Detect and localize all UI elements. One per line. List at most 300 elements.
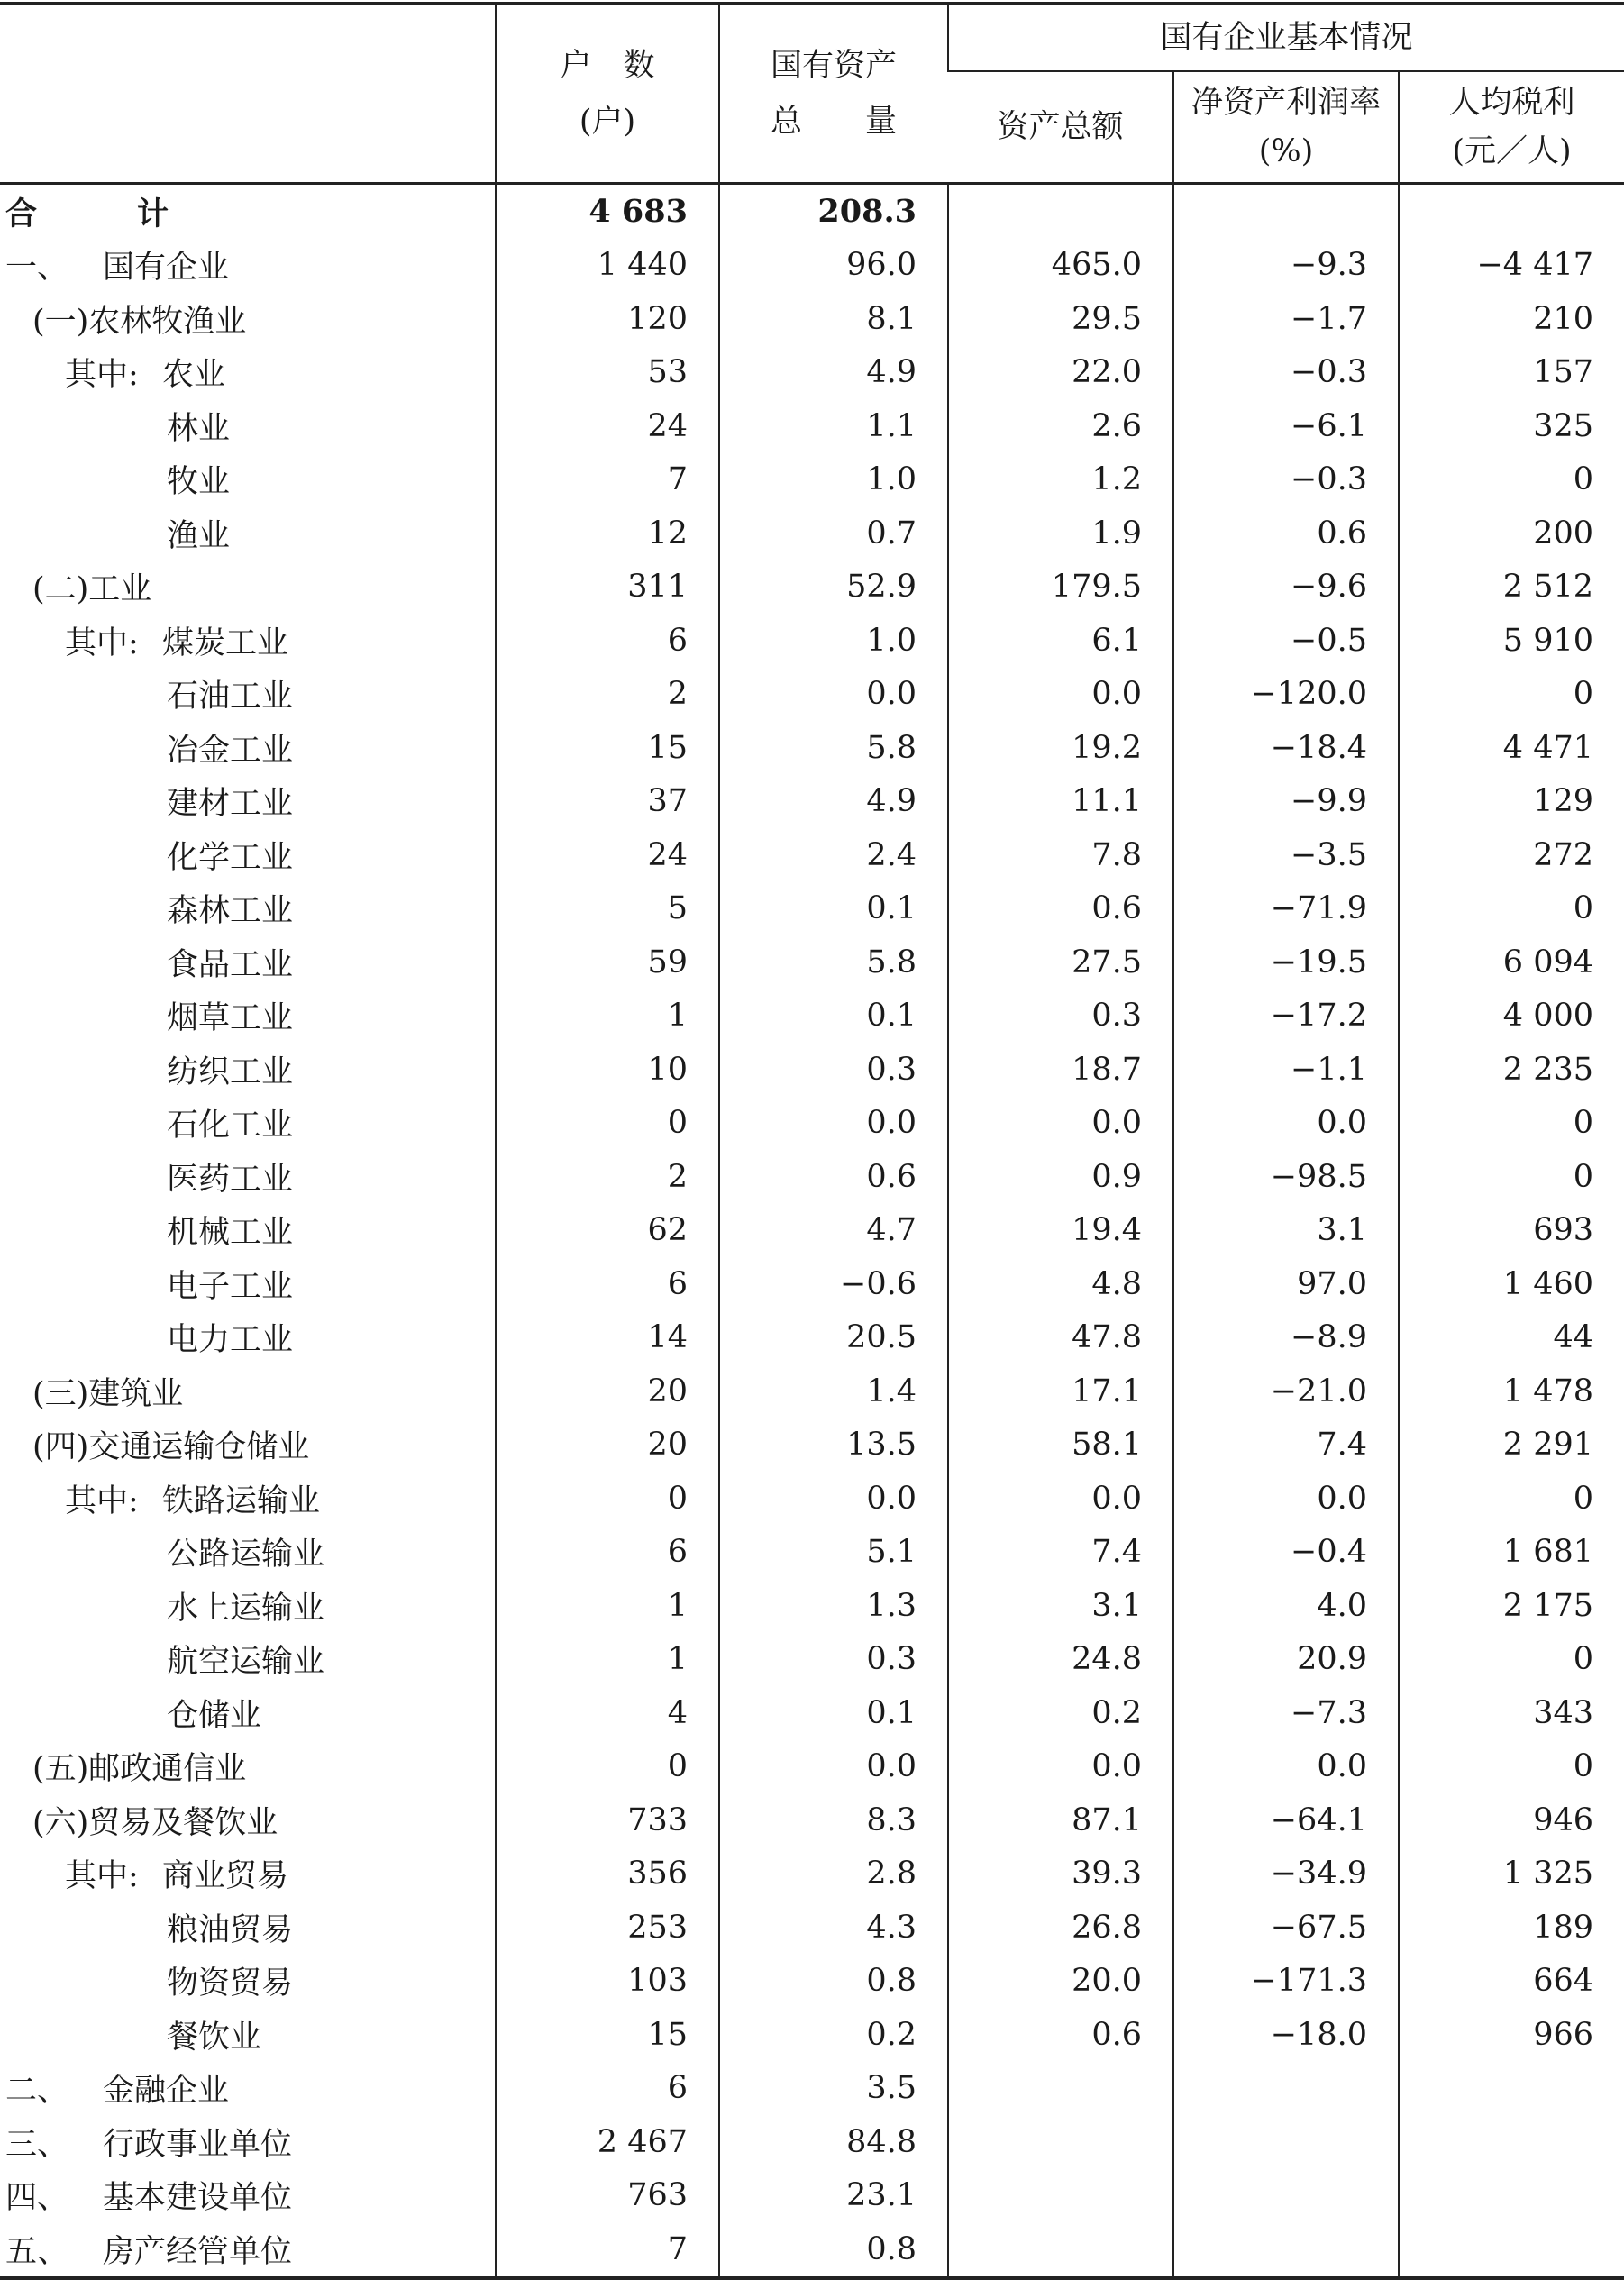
cell-households: 1	[496, 990, 719, 1044]
cell-tax	[1399, 184, 1624, 239]
cell-roe	[1173, 2115, 1399, 2169]
row-label: 纺织工业	[167, 1053, 294, 1090]
cell-total-assets: 179.5	[948, 561, 1173, 615]
cell-tax: 2 175	[1399, 1579, 1624, 1633]
row-label-cell	[0, 1257, 496, 1311]
row-label: 仓储业	[167, 1697, 262, 1734]
row-label-cell	[0, 506, 496, 561]
cell-assets: 52.9	[719, 561, 948, 615]
cell-assets: 5.8	[719, 935, 948, 990]
table-row	[0, 828, 1624, 882]
cell-tax: −4 417	[1399, 239, 1624, 293]
cell-tax: 5 910	[1399, 614, 1624, 668]
row-label: 煤炭工业	[162, 625, 289, 661]
cell-roe: −171.3	[1173, 1955, 1399, 2009]
cell-tax: 2 512	[1399, 561, 1624, 615]
cell-households: 15	[496, 721, 719, 775]
row-label: 水上运输业	[167, 1590, 325, 1627]
cell-households: 0	[496, 1097, 719, 1151]
row-label: 电力工业	[167, 1322, 294, 1359]
cell-households: 53	[496, 346, 719, 400]
row-label-cell	[0, 2169, 496, 2223]
cell-households: 2	[496, 668, 719, 722]
row-label: 房产经管单位	[103, 2233, 293, 2270]
cell-total-assets: 1.9	[948, 506, 1173, 561]
cell-tax: 129	[1399, 775, 1624, 829]
cell-households: 1	[496, 1633, 719, 1687]
cell-households: 1	[496, 1579, 719, 1633]
table-row	[0, 506, 1624, 561]
table-row	[0, 1311, 1624, 1365]
row-prefix: 三、	[5, 2126, 69, 2163]
cell-total-assets: 0.3	[948, 990, 1173, 1044]
header-assets-label-2: 总 量	[770, 104, 897, 140]
cell-total-assets: 24.8	[948, 1633, 1173, 1687]
cell-households: 2	[496, 1150, 719, 1204]
cell-assets: 8.3	[719, 1793, 948, 1847]
cell-households: 120	[496, 292, 719, 346]
cell-tax: 693	[1399, 1204, 1624, 1258]
cell-total-assets: 47.8	[948, 1311, 1173, 1365]
cell-households: 10	[496, 1043, 719, 1097]
cell-households: 763	[496, 2169, 719, 2223]
cell-households: 356	[496, 1847, 719, 1902]
cell-tax: 1 325	[1399, 1847, 1624, 1902]
cell-roe: −19.5	[1173, 935, 1399, 990]
header-households-unit: (户)	[579, 104, 636, 140]
cell-assets: 0.6	[719, 1150, 948, 1204]
cell-roe: 0.6	[1173, 506, 1399, 561]
table-row	[0, 1579, 1624, 1633]
cell-roe: 0.0	[1173, 1097, 1399, 1151]
table-row	[0, 1793, 1624, 1847]
cell-tax: 4 000	[1399, 990, 1624, 1044]
cell-roe: 4.0	[1173, 1579, 1399, 1633]
table-row	[0, 239, 1624, 293]
cell-assets: 4.3	[719, 1901, 948, 1955]
cell-tax: 200	[1399, 506, 1624, 561]
cell-roe: −71.9	[1173, 882, 1399, 936]
cell-tax: 0	[1399, 882, 1624, 936]
cell-roe	[1173, 2062, 1399, 2116]
cell-assets: 8.1	[719, 292, 948, 346]
row-label: 航空运输业	[167, 1644, 325, 1681]
row-prefix: 其中:	[65, 357, 139, 394]
row-label: 冶金工业	[167, 732, 294, 769]
cell-roe: −18.0	[1173, 2008, 1399, 2062]
header-total-assets: 资产总额	[997, 109, 1124, 145]
cell-total-assets: 27.5	[948, 935, 1173, 990]
row-label-cell	[0, 1901, 496, 1955]
cell-assets: 2.4	[719, 828, 948, 882]
row-label-cell	[0, 775, 496, 829]
cell-roe: 3.1	[1173, 1204, 1399, 1258]
row-label-cell	[0, 239, 496, 293]
cell-assets: 3.5	[719, 2062, 948, 2116]
cell-households: 24	[496, 828, 719, 882]
cell-assets: 0.2	[719, 2008, 948, 2062]
cell-assets: 208.3	[719, 184, 948, 239]
row-label-cell	[0, 561, 496, 615]
cell-assets: 0.0	[719, 1472, 948, 1526]
row-label: (一)农林牧渔业	[32, 303, 247, 340]
cell-total-assets: 0.6	[948, 882, 1173, 936]
cell-total-assets: 0.0	[948, 1472, 1173, 1526]
cell-households: 4	[496, 1686, 719, 1740]
cell-tax: 664	[1399, 1955, 1624, 2009]
cell-total-assets: 87.1	[948, 1793, 1173, 1847]
row-label-cell	[0, 399, 496, 453]
table-row	[0, 1740, 1624, 1794]
cell-tax: 966	[1399, 2008, 1624, 2062]
row-label-cell	[0, 1740, 496, 1794]
row-label: 森林工业	[167, 893, 294, 930]
cell-roe: −0.4	[1173, 1526, 1399, 1580]
cell-tax: 0	[1399, 1472, 1624, 1526]
row-label-cell	[0, 1150, 496, 1204]
table-row	[0, 561, 1624, 615]
row-label-cell	[0, 1311, 496, 1365]
header-roe-unit: (%)	[1258, 133, 1314, 169]
cell-total-assets: 2.6	[948, 399, 1173, 453]
row-label: 基本建设单位	[103, 2180, 293, 2217]
table-row	[0, 775, 1624, 829]
cell-assets: 0.7	[719, 506, 948, 561]
row-label: (五)邮政通信业	[32, 1751, 247, 1788]
row-label: 化学工业	[167, 839, 294, 876]
header-group-state-enterprises: 国有企业基本情况	[948, 4, 1624, 71]
table-row	[0, 935, 1624, 990]
row-label-cell	[0, 1955, 496, 2009]
table-header	[0, 4, 1624, 184]
row-label: 金融企业	[103, 2073, 230, 2110]
row-label-cell	[0, 292, 496, 346]
cell-tax: 6 094	[1399, 935, 1624, 990]
row-label: 计	[137, 195, 169, 233]
row-label-cell	[0, 2222, 496, 2278]
table-row	[0, 1097, 1624, 1151]
cell-households: 253	[496, 1901, 719, 1955]
row-prefix: 一、	[5, 250, 69, 287]
cell-roe: 0.0	[1173, 1472, 1399, 1526]
cell-households: 6	[496, 1526, 719, 1580]
row-label: (二)工业	[32, 571, 152, 608]
cell-roe: −98.5	[1173, 1150, 1399, 1204]
row-label: 电子工业	[167, 1268, 294, 1305]
header-assets-label: 国有资产	[770, 48, 897, 84]
cell-total-assets	[948, 2222, 1173, 2278]
state-assets-table	[0, 2, 1624, 2280]
table-row	[0, 614, 1624, 668]
cell-roe	[1173, 2222, 1399, 2278]
cell-total-assets: 6.1	[948, 614, 1173, 668]
cell-tax	[1399, 2062, 1624, 2116]
cell-assets: 1.4	[719, 1364, 948, 1418]
cell-roe: −1.7	[1173, 292, 1399, 346]
cell-roe: −18.4	[1173, 721, 1399, 775]
row-label-cell	[0, 1686, 496, 1740]
cell-total-assets: 20.0	[948, 1955, 1173, 2009]
cell-total-assets: 39.3	[948, 1847, 1173, 1902]
cell-tax: 0	[1399, 1740, 1624, 1794]
cell-roe: −17.2	[1173, 990, 1399, 1044]
cell-assets: 0.1	[719, 882, 948, 936]
cell-total-assets: 0.0	[948, 1097, 1173, 1151]
table-row	[0, 1526, 1624, 1580]
cell-assets: 4.7	[719, 1204, 948, 1258]
cell-assets: 1.1	[719, 399, 948, 453]
table-row	[0, 453, 1624, 507]
row-label: 医药工业	[167, 1161, 294, 1198]
table-row	[0, 292, 1624, 346]
header-households	[496, 4, 719, 184]
cell-roe: −6.1	[1173, 399, 1399, 453]
cell-households: 24	[496, 399, 719, 453]
cell-tax: 4 471	[1399, 721, 1624, 775]
cell-total-assets: 0.0	[948, 668, 1173, 722]
cell-assets: 0.1	[719, 990, 948, 1044]
row-label-cell	[0, 2115, 496, 2169]
cell-roe: −34.9	[1173, 1847, 1399, 1902]
cell-assets: 2.8	[719, 1847, 948, 1902]
row-label-cell	[0, 1847, 496, 1902]
cell-roe: −0.5	[1173, 614, 1399, 668]
cell-total-assets	[948, 184, 1173, 239]
cell-tax: 343	[1399, 1686, 1624, 1740]
row-prefix: 二、	[5, 2073, 69, 2110]
row-label: (三)建筑业	[32, 1375, 184, 1412]
row-label-cell	[0, 1364, 496, 1418]
cell-total-assets: 19.4	[948, 1204, 1173, 1258]
header-assets	[719, 4, 948, 184]
cell-assets: 0.0	[719, 1097, 948, 1151]
row-label: 林业	[167, 410, 231, 447]
row-label: 牧业	[167, 464, 231, 501]
cell-total-assets: 465.0	[948, 239, 1173, 293]
row-label-cell	[0, 1579, 496, 1633]
cell-households: 14	[496, 1311, 719, 1365]
cell-tax: 210	[1399, 292, 1624, 346]
cell-tax: 157	[1399, 346, 1624, 400]
cell-tax: 1 478	[1399, 1364, 1624, 1418]
cell-roe: −64.1	[1173, 1793, 1399, 1847]
header-roe	[1173, 71, 1399, 184]
table-row	[0, 668, 1624, 722]
cell-households: 7	[496, 453, 719, 507]
row-label: 农业	[162, 357, 226, 394]
row-label-cell	[0, 1633, 496, 1687]
cell-tax: 0	[1399, 1097, 1624, 1151]
cell-households: 733	[496, 1793, 719, 1847]
cell-households: 0	[496, 1472, 719, 1526]
header-roe-label: 净资产利润率	[1191, 85, 1381, 121]
cell-tax: 1 460	[1399, 1257, 1624, 1311]
table-row	[0, 2115, 1624, 2169]
row-label: (四)交通运输仓储业	[32, 1429, 310, 1466]
table-row	[0, 1472, 1624, 1526]
row-label-cell	[0, 614, 496, 668]
cell-total-assets: 1.2	[948, 453, 1173, 507]
cell-assets: 0.3	[719, 1043, 948, 1097]
cell-total-assets: 7.8	[948, 828, 1173, 882]
row-prefix: 合	[5, 195, 38, 233]
row-label: 行政事业单位	[103, 2126, 293, 2163]
row-label-cell	[0, 882, 496, 936]
cell-roe: −67.5	[1173, 1901, 1399, 1955]
row-label: 餐饮业	[167, 2019, 262, 2056]
row-prefix: 其中:	[65, 625, 139, 661]
row-prefix: 五、	[5, 2233, 69, 2270]
header-tax-per-capita	[1399, 71, 1624, 184]
cell-total-assets: 0.0	[948, 1740, 1173, 1794]
cell-total-assets: 19.2	[948, 721, 1173, 775]
cell-assets: 4.9	[719, 346, 948, 400]
cell-roe: −9.9	[1173, 775, 1399, 829]
cell-roe: 20.9	[1173, 1633, 1399, 1687]
cell-assets: 5.1	[719, 1526, 948, 1580]
header-households-label: 户 数	[560, 48, 655, 84]
row-label-cell	[0, 1097, 496, 1151]
cell-households: 103	[496, 1955, 719, 2009]
cell-assets: 0.3	[719, 1633, 948, 1687]
cell-tax: 272	[1399, 828, 1624, 882]
cell-total-assets: 0.2	[948, 1686, 1173, 1740]
cell-total-assets: 4.8	[948, 1257, 1173, 1311]
cell-total-assets: 29.5	[948, 292, 1173, 346]
cell-households: 37	[496, 775, 719, 829]
cell-households: 15	[496, 2008, 719, 2062]
cell-tax: 946	[1399, 1793, 1624, 1847]
row-label-cell	[0, 2062, 496, 2116]
cell-assets: 0.1	[719, 1686, 948, 1740]
cell-households: 5	[496, 882, 719, 936]
cell-assets: 20.5	[719, 1311, 948, 1365]
table-row	[0, 1204, 1624, 1258]
cell-tax	[1399, 2222, 1624, 2278]
cell-tax: 44	[1399, 1311, 1624, 1365]
row-label-cell	[0, 990, 496, 1044]
cell-assets: 13.5	[719, 1418, 948, 1473]
table-row	[0, 1043, 1624, 1097]
table-row	[0, 2062, 1624, 2116]
cell-total-assets: 26.8	[948, 1901, 1173, 1955]
row-prefix: 其中:	[65, 1858, 139, 1895]
cell-total-assets	[948, 2062, 1173, 2116]
cell-total-assets: 0.9	[948, 1150, 1173, 1204]
table-row	[0, 1257, 1624, 1311]
row-label-cell	[0, 1526, 496, 1580]
cell-roe: −9.3	[1173, 239, 1399, 293]
header-tax-label: 人均税利	[1448, 85, 1575, 121]
cell-roe: −9.6	[1173, 561, 1399, 615]
cell-assets: 0.8	[719, 2222, 948, 2278]
row-label-cell	[0, 346, 496, 400]
row-label-cell	[0, 1472, 496, 1526]
cell-assets: 4.9	[719, 775, 948, 829]
cell-assets: 0.0	[719, 1740, 948, 1794]
cell-households: 1 440	[496, 239, 719, 293]
cell-roe: −0.3	[1173, 346, 1399, 400]
cell-roe: −1.1	[1173, 1043, 1399, 1097]
table-row	[0, 1418, 1624, 1473]
cell-tax: 2 291	[1399, 1418, 1624, 1473]
cell-roe: 0.0	[1173, 1740, 1399, 1794]
row-label: 商业贸易	[162, 1858, 289, 1895]
row-label-cell	[0, 2008, 496, 2062]
cell-tax: 0	[1399, 668, 1624, 722]
row-label-cell	[0, 1793, 496, 1847]
row-label: 渔业	[167, 517, 231, 554]
cell-households: 7	[496, 2222, 719, 2278]
row-label-cell	[0, 1043, 496, 1097]
cell-roe: −3.5	[1173, 828, 1399, 882]
cell-tax: 189	[1399, 1901, 1624, 1955]
row-label: (六)贸易及餐饮业	[32, 1804, 278, 1841]
cell-roe: 97.0	[1173, 1257, 1399, 1311]
cell-assets: 1.3	[719, 1579, 948, 1633]
table-row	[0, 2222, 1624, 2278]
cell-total-assets: 0.6	[948, 2008, 1173, 2062]
cell-assets: −0.6	[719, 1257, 948, 1311]
table-row	[0, 1686, 1624, 1740]
cell-tax: 325	[1399, 399, 1624, 453]
cell-total-assets	[948, 2169, 1173, 2223]
row-label: 石化工业	[167, 1108, 294, 1145]
table-row	[0, 721, 1624, 775]
row-label-cell	[0, 184, 496, 239]
cell-households: 6	[496, 614, 719, 668]
cell-roe: −8.9	[1173, 1311, 1399, 1365]
table-row	[0, 990, 1624, 1044]
row-label: 机械工业	[167, 1215, 294, 1252]
row-label: 粮油贸易	[167, 1911, 294, 1948]
cell-total-assets: 58.1	[948, 1418, 1173, 1473]
cell-assets: 1.0	[719, 614, 948, 668]
cell-households: 20	[496, 1364, 719, 1418]
cell-households: 2 467	[496, 2115, 719, 2169]
cell-total-assets: 18.7	[948, 1043, 1173, 1097]
row-label-cell	[0, 1204, 496, 1258]
row-label-cell	[0, 935, 496, 990]
table-row	[0, 399, 1624, 453]
row-prefix: 四、	[5, 2180, 69, 2217]
cell-roe	[1173, 2169, 1399, 2223]
row-label: 国有企业	[103, 250, 230, 287]
cell-households: 311	[496, 561, 719, 615]
cell-tax: 0	[1399, 1150, 1624, 1204]
cell-total-assets: 17.1	[948, 1364, 1173, 1418]
cell-tax: 1 681	[1399, 1526, 1624, 1580]
cell-total-assets	[948, 2115, 1173, 2169]
cell-tax: 2 235	[1399, 1043, 1624, 1097]
row-label: 物资贸易	[167, 1965, 294, 2002]
cell-households: 0	[496, 1740, 719, 1794]
cell-assets: 5.8	[719, 721, 948, 775]
cell-assets: 96.0	[719, 239, 948, 293]
row-label-cell	[0, 668, 496, 722]
row-label-cell	[0, 828, 496, 882]
cell-households: 12	[496, 506, 719, 561]
row-label: 公路运输业	[167, 1537, 325, 1573]
row-label: 烟草工业	[167, 1000, 294, 1037]
row-prefix: 其中:	[65, 1482, 139, 1519]
cell-tax	[1399, 2169, 1624, 2223]
row-label: 石油工业	[167, 679, 294, 716]
table-row	[0, 1633, 1624, 1687]
row-label-cell	[0, 721, 496, 775]
row-label: 食品工业	[167, 946, 294, 983]
cell-tax: 0	[1399, 1633, 1624, 1687]
